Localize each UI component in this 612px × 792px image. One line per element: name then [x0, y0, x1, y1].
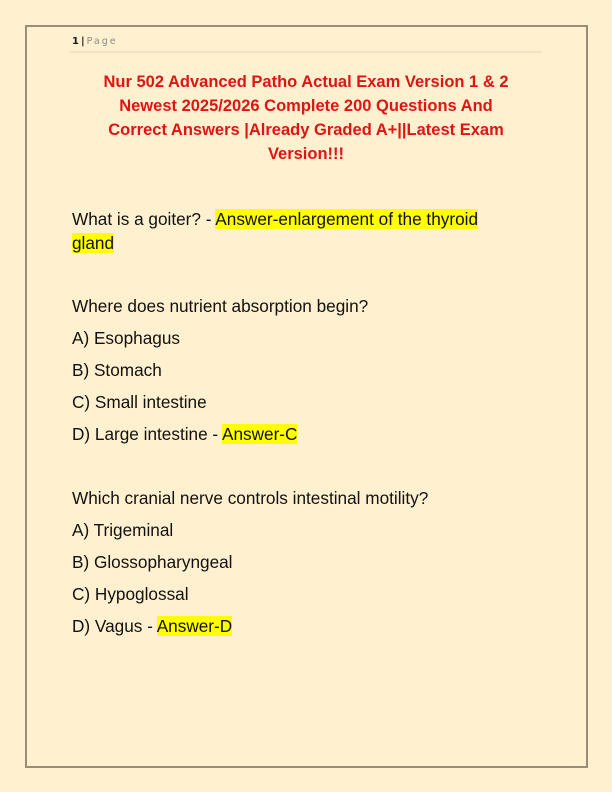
- page-separator: |: [80, 36, 85, 47]
- question-line: [72, 207, 542, 231]
- option-d: [72, 422, 542, 454]
- answer-highlight: Answer-enlargement of the thyroid: [215, 209, 479, 229]
- title-line: Newest 2025/2026 Complete 200 Questions And: [119, 97, 493, 115]
- title-line: Nur 502 Advanced Patho Actual Exam Version 1 & 2: [103, 73, 509, 91]
- question-block-goiter: [72, 207, 542, 255]
- question-block-nutrient-absorption: [72, 294, 542, 454]
- title-line: Correct Answers |Already Graded A+||Latest Exam: [108, 121, 504, 139]
- option-d: [72, 614, 542, 646]
- page-label: Page: [86, 36, 118, 47]
- document-title: [72, 70, 540, 166]
- answer-highlight: Answer-D: [156, 616, 233, 636]
- option-a: A) Esophagus: [72, 328, 180, 348]
- answer-continuation: [72, 231, 542, 255]
- question-text: Where does nutrient absorption begin?: [72, 296, 369, 316]
- question-block-cranial-nerve: [72, 486, 542, 646]
- option-b: B) Glossopharyngeal: [72, 552, 233, 572]
- option-c: C) Small intestine: [72, 392, 207, 412]
- question-text: What is a goiter? -: [72, 209, 216, 229]
- answer-highlight: gland: [72, 233, 115, 253]
- page-number: 1: [72, 36, 79, 47]
- option-d-text: D) Vagus -: [72, 616, 157, 636]
- option-b: B) Stomach: [72, 360, 162, 380]
- page-header: [72, 35, 542, 51]
- option-d-text: D) Large intestine -: [72, 424, 222, 444]
- option-a: A) Trigeminal: [72, 520, 174, 540]
- answer-highlight: Answer-C: [222, 424, 298, 444]
- question-text: Which cranial nerve controls intestinal motility?: [72, 488, 429, 508]
- option-c: C) Hypoglossal: [72, 584, 189, 604]
- title-line: Version!!!: [267, 145, 345, 163]
- header-divider: [70, 51, 542, 53]
